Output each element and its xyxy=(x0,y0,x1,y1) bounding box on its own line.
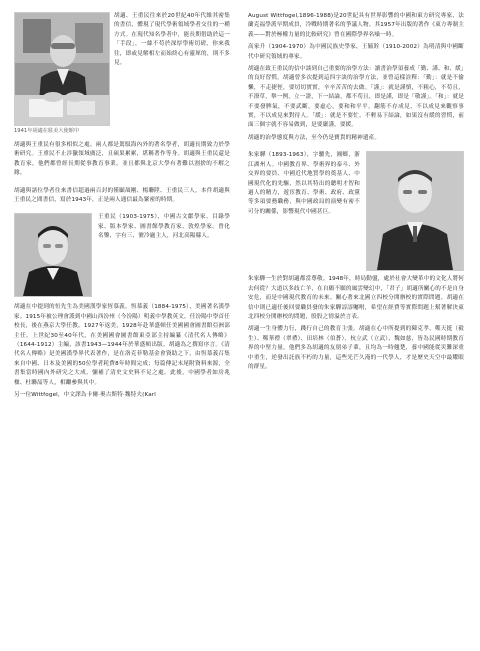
paragraph-zhu-bio: 朱家驊（1893-1963），字騮先，湘鄉，浙江湖州人。中國教育界、學術界的泰斗、外交界的要員、中國近代地質學的奠基人、中國現代化的先驅，然以其特出的聰明才智和過人的精力，遊宦教育、學術、政府、政黨等多項要務職務，與中國政局的演變有密不可分的關係，影響現代中國甚巨。 xyxy=(248,152,360,215)
photo1-row xyxy=(14,12,230,135)
paragraph-letter-count: 胡適與諸位學者往來書信超過兩百封的僅顧頡剛、楊聯陞、王重民三人。本件胡適與王重民之間書信，寫於1943年，正是兩人通信最為緊密的時期。 xyxy=(14,187,230,204)
paragraph-similarities: 胡適與王重民有很多相似之處。兩人都是駕馭海內外的著名學者，胡適長期致力於學術研究。王重民不止涉獵領域廣泛，且碩果累累，堪稱著作等身。胡適與王重民還是教育家，他們都曾經長期從事教育事業，並且都與北京大學有著難以割捨的不解之緣。 xyxy=(14,142,230,177)
paragraph-wittfogel-start: 另一位Wittfogel，中文譯為卡爾‧奧古斯特‧魏特夫(Karl xyxy=(14,392,156,399)
photo1-caption: 1941年胡適在駐美大使館中 xyxy=(14,128,80,134)
paragraph-four-virtues: 胡適在致王重民的信中談到自己重要的治學方法：讀書治學須養成「勤、謹、和、緩」的良好習慣。胡適曾多次提到這四字訣的治學方法，並曾這樣詮釋：「勤」：就是不偷懶，不走捷徑，要切切實實，辛辛苦苦的去做。「謹」：就是謹慎，不粗心，不苟且，不潦草，舉一例，立一證，下一結論，都不苟且，即是謹，即是「敬謹」。「和」：就是不要發脾氣，不要武斷，要虛心，要和和平平，翻筋不存成見，不以成見來觀察事實，不以成見來對待人。「緩」：就是不要忙，不輕易下結論，如果沒有緩的習慣，前面三個字就不容易做到，是要嚴謹，要緩。 xyxy=(248,66,464,129)
paragraph-legacy: 胡適的治學態度與方法，至今仍是寶貴的精神遺產。 xyxy=(248,134,381,141)
right-column xyxy=(248,12,464,372)
paragraph-hummel: 胡適在中提到的恒先生為美國漢學家恆慕義。恆慕義（1884-1975），美國著名漢學家。1915年被公理會派到中國山西汾州（今汾陽）明義中學教英文，任汾陽中學首任校長，後在燕京大學任教。1927年返美，1928年赴華盛頓任美國國會圖書館亞洲部主任。上世紀30至40年代，在美國國會圖書館東亞部主持編纂《清代名人傳略》（1644-1912）主編，該書1943—1944年於華盛頓出版。胡適為之撰寫序言。《清代名人傳略》是美國漢學界代表著作，是在洛克菲勒基金會資助之下，由恆慕義召集來自中國、日本及美國的50位學者耗費8年時間完成；每篇傳記末尾附資料來源，全書集當時國內外研究之大成，彌補了清史文史料不足之處。此後，中國學者如房兆楹、杜聯喆等人，相繼參與其中。 xyxy=(14,304,230,386)
paragraph-wittfogel-cont: August Wittfogel,1896-1988)是20世紀具有世界影響的中國和東方研究專家，法蘭克福學派早期成員，冷戰時期著名的爭議人物。其1957年出版的著作《東方專制主義——對於極權力量的比較研究》曾在國際學界名噪一時。 xyxy=(248,13,464,38)
paragraph-gao-wang: 高家升（1904-1970）為中國民族史學家，王毓銓（1910-2002）為明清與中國斷代中研究領域的專家。 xyxy=(248,44,464,60)
photo-zhu-jiahua xyxy=(366,151,464,271)
paragraph-intro-letters: 胡適、王重民往來於20世紀40年代維其密集的書信，體現了現代學術領域學者交往的一種方式。在現代知名學者中，能長期借助於這一「手段」，一絲不苟於深厚學術切磋，你來我往，即或見解相左而始終心有靈犀的，則不多見。 xyxy=(114,13,230,67)
photo-wang-zhongmin xyxy=(14,213,92,297)
photo3-row xyxy=(248,151,464,271)
photo-zhu-jiahua-image xyxy=(367,152,463,270)
paragraph-wang-bio: 王重民（1903-1975），中國古文獻學家、目錄學家、版本學家、圖書館學教育家、敦煌學家。曾化名鑒，字有三，號冷廬主人，河北高陽縣人。 xyxy=(98,214,230,240)
photo-wang-zhongmin-image xyxy=(15,214,91,296)
paragraph-zhu-1948: 朱家驊一生於對胡適都當尊敬。1948年，時局動盪，處於社會大變革中的文化人將何去何從？大道以多歧亡羊，在自願不願的風雲變幻中，「君子」胡適所關心的不是自身安危，而是中國現代教育的未來。關心著來北國立四校分開辦校的實際問題。胡適在信中則已適任後回要職員發的朱家驊諄諄囑咐，希望在經費等實際問題上幫著解決東北四校分開辦校的問題，股股之情溢於言表。 xyxy=(248,276,464,320)
left-column xyxy=(14,12,230,401)
paragraph-educators: 胡適一生身體力行，踐行自己的教育主張。胡適在心中所提到的陳克孝、鄭天挺（毅生）、鄭華禮（翠禮）、田培林（伯蒼）、杭立武（立武）、魏如慈，皆為民國時期教育界的中堅力量。他們多為胡適的友朋弟子輩，且均為一時翹楚，養中國能從災難深重中重生，逆發出託族不朽的力量，這些光芒久淹的一代學人，才是歷史天空中最耀眼的群星。 xyxy=(248,326,464,370)
photo-hu-shi-desk xyxy=(14,12,110,126)
photo-hu-shi-desk-image xyxy=(15,13,109,125)
photo2-row xyxy=(14,213,230,297)
